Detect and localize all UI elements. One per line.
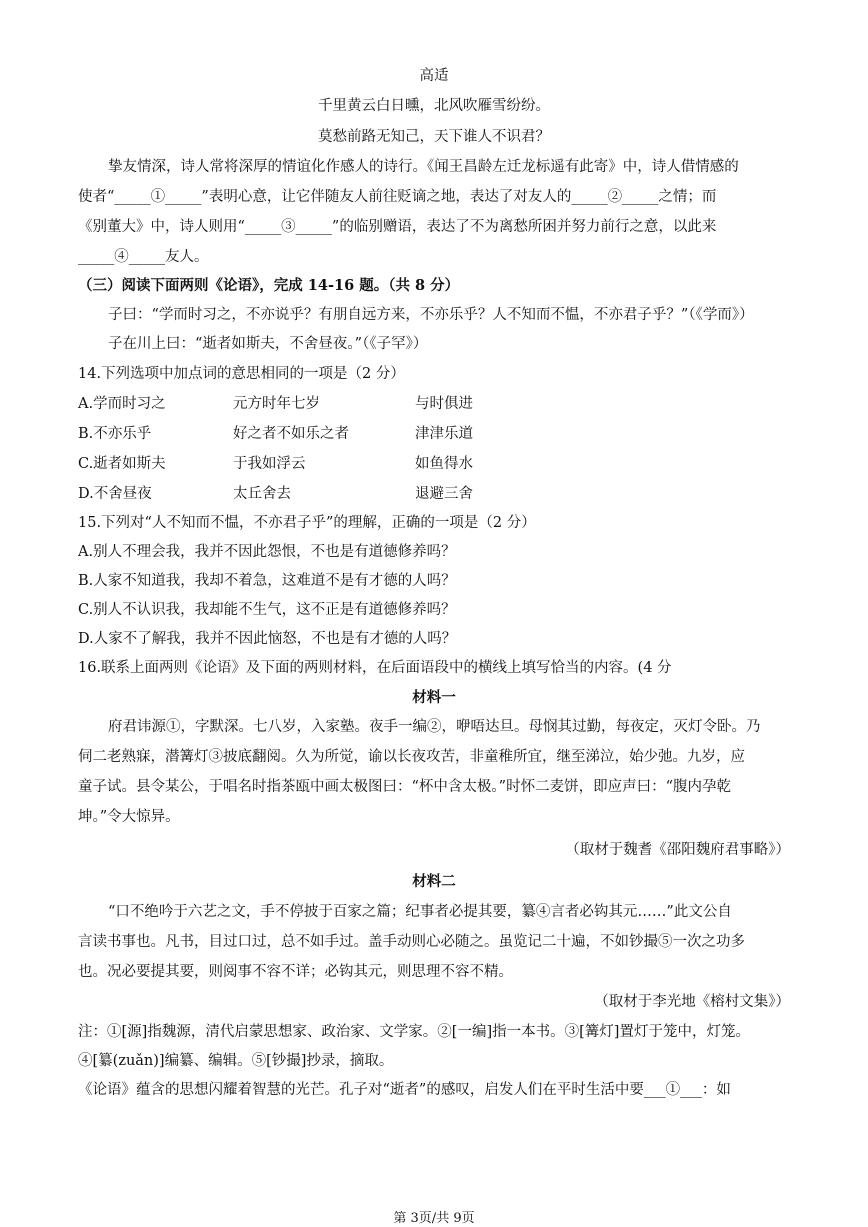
material1-line-4: 坤。”令大惊异。: [78, 809, 180, 825]
q14-d-1: D.不舍昼夜: [78, 486, 152, 502]
q14-a-1: A.学而时习之: [78, 396, 166, 412]
material2-line-1: “口不绝吟于六艺之文，手不停披于百家之篇；纪事者必提其要，纂④言者必钩其元……”此文公自: [108, 904, 732, 920]
poem-title: 高适: [419, 68, 449, 84]
material1-line-1: 府君讳源①，字默深。七八岁，入家塾。夜手一编②，咿唔达旦。母悯其过勤，每夜定，灭灯令卧。乃: [108, 719, 761, 735]
page-number: 第 3页/共 9页: [393, 1211, 475, 1226]
q14-option-c: [78, 454, 790, 474]
q14-b-1: B.不亦乐乎: [78, 426, 152, 442]
closing-paragraph: 《论语》蕴含的思想闪耀着智慧的光芒。孔子对“逝者”的感叹，启发人们在平时生活中要___①___：如: [78, 1082, 731, 1098]
material1-title: 材料一: [412, 689, 456, 706]
notes-line-2: ④[纂(zuǎn)]编纂、编辑。⑤[钞撮]抄录，摘取。: [78, 1053, 394, 1069]
poem-line-1: 千里黄云白日曛，北风吹雁雪纷纷。: [318, 98, 550, 114]
material2-line-3: 也。况必要提其要，则阅事不容不详；必钩其元，则思理不容不精。: [78, 964, 513, 980]
q14-option-b: [78, 424, 790, 444]
para1-line-4: _____④_____友人。: [78, 249, 209, 265]
material1-line-3: 童子试。县令某公，于唱名时指茶瓯中画太极图曰：“杯中含太极。”时怀二麦饼，即应声曰：“腹内孕乾: [78, 779, 731, 795]
material2-title: 材料二: [412, 873, 456, 890]
q14-b-2: 好之者不如乐之者: [233, 426, 349, 442]
q14-c-1: C.逝者如斯夫: [78, 456, 166, 472]
q14-a-2: 元方时年七岁: [233, 396, 320, 412]
section3-heading: （三）阅读下面两则《论语》，完成 14-16 题。（共 8 分）: [78, 277, 460, 294]
para1-line-3: 《别董大》中，诗人则用“_____③_____”的临别赠语，表达了不为离愁所困并努力前行之意，以此来: [78, 219, 717, 235]
q14-a-3: 与时俱进: [415, 396, 473, 412]
q15-option-a: A.别人不理会我，我并不因此怨恨，不也是有道德修养吗？: [78, 544, 456, 560]
q15-option-c: C.别人不认识我，我却能不生气，这不正是有道德修养吗？: [78, 602, 456, 618]
para1-line-2: 使者“_____①_____”表明心意，让它伴随友人前往贬谪之地，表达了对友人的_____②_____之情；而: [78, 189, 717, 205]
lunyu-quote-1: 子曰：“学而时习之，不亦说乎？有朋自远方来，不亦乐乎？人不知而不愠，不亦君子乎？”（《学而》）: [108, 307, 754, 323]
notes-line-1: 注：①[源]指魏源，清代启蒙思想家、政治家、文学家。②[一编]指一本书。③[篝灯]置灯于笼中，灯笼。: [78, 1024, 750, 1040]
poem-line-2: 莫愁前路无知己，天下谁人不识君？: [318, 129, 550, 145]
material2-source: （取材于李光地《榕村文集》）: [594, 994, 790, 1010]
q14-b-3: 津津乐道: [415, 426, 473, 442]
q14-stem: 14.下列选项中加点词的意思相同的一项是（2 分）: [78, 366, 405, 382]
q14-option-a: [78, 394, 790, 414]
q15-option-d: D.人家不了解我，我并不因此恼怒，不也是有才德的人吗？: [78, 631, 457, 647]
material1-line-2: 伺二老熟寐，潜篝灯③披底翻阅。久为所觉，谕以长夜攻苦，非童稚所宜，继至涕泣，始少弛。九岁，应: [78, 749, 745, 765]
q15-option-b: B.人家不知道我，我却不着急，这难道不是有才德的人吗？: [78, 573, 456, 589]
para1-line-1: 挚友情深，诗人常将深厚的情谊化作感人的诗行。《闻王昌龄左迁龙标遥有此寄》中，诗人借情感的: [108, 159, 739, 175]
q16-stem: 16.联系上面两则《论语》及下面的两则材料，在后面语段中的横线上填写恰当的内容。(4 分: [78, 660, 672, 676]
q14-option-d: [78, 484, 790, 504]
lunyu-quote-2: 子在川上曰：“逝者如斯夫，不舍昼夜。”（《子罕》）: [108, 336, 428, 352]
q14-c-3: 如鱼得水: [415, 456, 473, 472]
q14-d-2: 太丘舍去: [233, 486, 291, 502]
q14-c-2: 于我如浮云: [233, 456, 306, 472]
q15-stem: 15.下列对“人不知而不愠，不亦君子乎”的理解，正确的一项是（2 分）: [78, 515, 536, 531]
q14-d-3: 退避三舍: [415, 486, 473, 502]
material1-source: （取材于魏耆《邵阳魏府君事略》）: [565, 842, 790, 858]
material2-line-2: 言读书事也。凡书，目过口过，总不如手过。盖手动则心必随之。虽览记二十遍，不如钞撮⑤一次之功多: [78, 934, 745, 950]
